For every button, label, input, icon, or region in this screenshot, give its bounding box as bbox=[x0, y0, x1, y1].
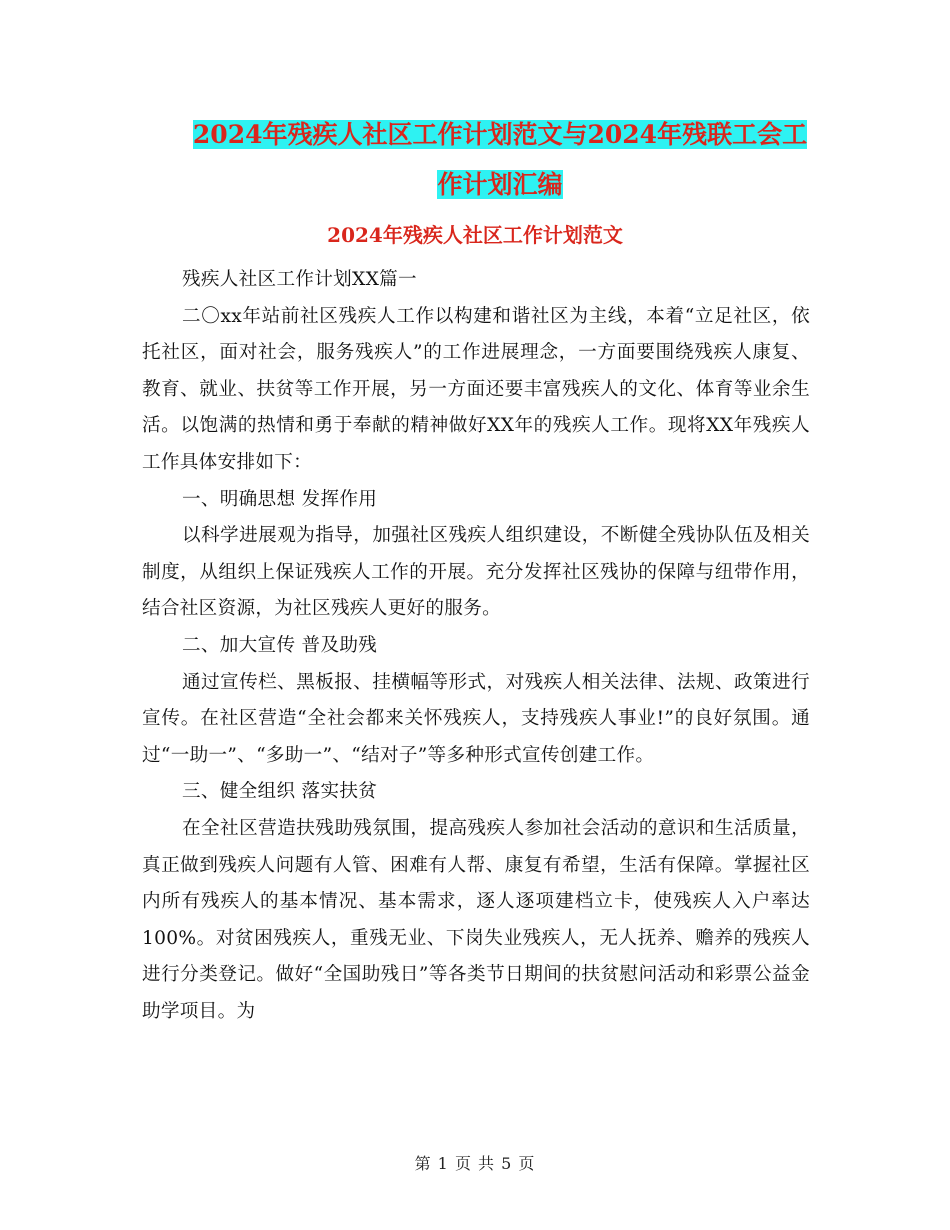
paragraph-subtitle: 残疾人社区工作计划XX篇一 bbox=[181, 269, 417, 290]
paragraph-1: 以科学进展观为指导，加强社区残疾人组织建设，不断健全残协队伍及相关制度，从组织上保证残疾人工作的开展。充分发挥社区残协的保障与纽带作用，结合社区资源，为社区残疾人更好的服务。 bbox=[142, 525, 810, 620]
heading-2: 二、加大宣传 普及助残 bbox=[181, 634, 378, 656]
paragraph-intro: 二〇xx年站前社区残疾人工作以构建和谐社区为主线，本着“立足社区，依托社区，面对社会，服务残疾人”的工作进展理念，一方面要围绕残疾人康复、教育、就业、扶贫等工作开展，另一方面还要丰富残疾人的文化、体育等业余生活。以饱满的热情和勇于奉献的精神做好XX年的残疾人工作。现将XX年残疾人工作具体安排如下： bbox=[142, 305, 810, 473]
paragraph-3: 在全社区营造扶残助残氛围，提高残疾人参加社会活动的意识和生活质量，真正做到残疾人问题有人管、困难有人帮、康复有希望，生活有保障。掌握社区内所有残疾人的基本情况、基本需求，逐人逐项建档立卡，使残疾人入户率达100%。对贫困残疾人，重残无业、下岗失业残疾人，无人抚养、赡养的残疾人进行分类登记。做好“全国助残日”等各类节日期间的扶贫慰问活动和彩票公益金助学项目。为 bbox=[142, 817, 810, 1022]
heading-3: 三、健全组织 落实扶贫 bbox=[181, 781, 378, 803]
heading-1: 一、明确思想 发挥作用 bbox=[181, 488, 378, 510]
document-title bbox=[140, 110, 860, 210]
document-title-line-1: 2024年残疾人社区工作计划范文与2024年残联工会工 bbox=[192, 120, 808, 149]
page-footer: 第 1 页 共 5 页 bbox=[414, 1154, 536, 1173]
body-text bbox=[142, 262, 810, 1030]
document-title-line-2: 作计划汇编 bbox=[437, 170, 563, 199]
section-title: 2024年残疾人社区工作计划范文 bbox=[327, 223, 623, 247]
paragraph-2: 通过宣传栏、黑板报、挂横幅等形式，对残疾人相关法律、法规、政策进行宣传。在社区营造“全社会都来关怀残疾人，支持残疾人事业!”的良好氛围。通过“一助一”、“多助一”、“结对子”等多种形式宣传创建工作。 bbox=[142, 671, 810, 766]
